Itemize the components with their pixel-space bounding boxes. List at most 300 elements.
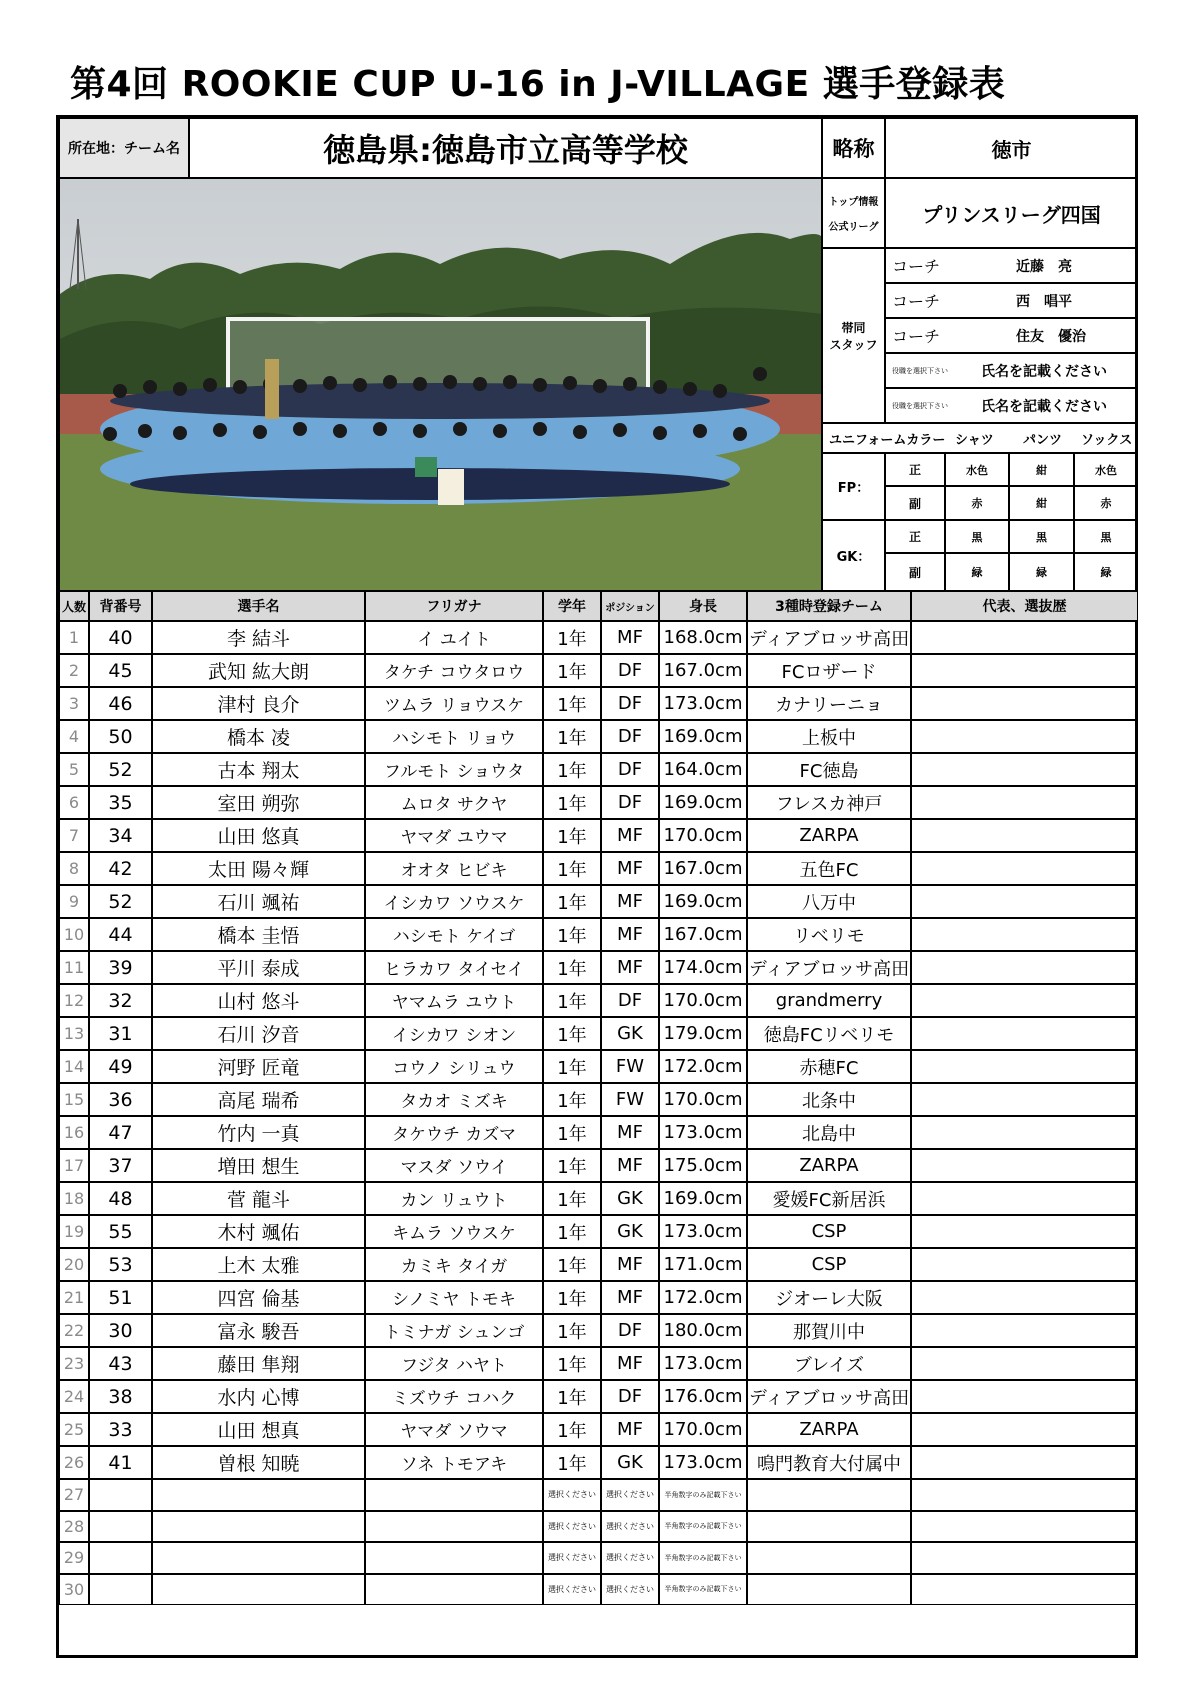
cell-position[interactable]: 選択ください bbox=[601, 1479, 659, 1511]
cell-height[interactable]: 167.0cm bbox=[659, 918, 747, 951]
cell-junior-team[interactable] bbox=[747, 1479, 911, 1511]
cell-selection-history[interactable] bbox=[911, 885, 1138, 918]
cell-player-name[interactable]: 木村 颯佑 bbox=[152, 1215, 365, 1248]
cell-grade[interactable]: 1年 bbox=[543, 1281, 601, 1314]
cell-height[interactable]: 173.0cm bbox=[659, 1215, 747, 1248]
cell-number[interactable]: 49 bbox=[89, 1050, 152, 1083]
cell-number[interactable] bbox=[89, 1511, 152, 1543]
cell-selection-history[interactable] bbox=[911, 1248, 1138, 1281]
cell-junior-team[interactable]: ZARPA bbox=[747, 1149, 911, 1182]
cell-junior-team[interactable]: CSP bbox=[747, 1248, 911, 1281]
uniform-color-cell[interactable]: 赤 bbox=[1074, 486, 1138, 520]
cell-selection-history[interactable] bbox=[911, 1017, 1138, 1050]
cell-junior-team[interactable]: 上板中 bbox=[747, 720, 911, 753]
cell-number[interactable]: 33 bbox=[89, 1413, 152, 1446]
cell-furigana[interactable]: ミズウチ コハク bbox=[365, 1380, 543, 1413]
cell-height[interactable]: 170.0cm bbox=[659, 1083, 747, 1116]
staff-name[interactable]: 西 唱平 bbox=[1016, 293, 1072, 310]
cell-player-name[interactable]: 菅 龍斗 bbox=[152, 1182, 365, 1215]
staff-row[interactable] bbox=[885, 353, 1138, 388]
cell-position[interactable]: GK bbox=[601, 1182, 659, 1215]
row-number: 22 bbox=[59, 1314, 89, 1347]
cell-height[interactable]: 半角数字のみ記載下さい bbox=[659, 1511, 747, 1543]
cell-selection-history[interactable] bbox=[911, 819, 1138, 852]
cell-grade[interactable]: 1年 bbox=[543, 1314, 601, 1347]
row-number: 16 bbox=[59, 1116, 89, 1149]
cell-selection-history[interactable] bbox=[911, 621, 1138, 654]
cell-number[interactable]: 32 bbox=[89, 984, 152, 1017]
cell-furigana[interactable]: ソネ トモアキ bbox=[365, 1446, 543, 1479]
cell-furigana[interactable]: フルモト ショウタ bbox=[365, 753, 543, 786]
uniform-color-cell[interactable]: 紺 bbox=[1009, 453, 1074, 486]
cell-furigana[interactable]: マスダ ソウイ bbox=[365, 1149, 543, 1182]
cell-grade[interactable]: 1年 bbox=[543, 654, 601, 687]
cell-junior-team[interactable]: 赤穂FC bbox=[747, 1050, 911, 1083]
cell-height[interactable]: 167.0cm bbox=[659, 852, 747, 885]
uniform-color-cell[interactable]: 水色 bbox=[1074, 453, 1138, 486]
cell-grade[interactable]: 1年 bbox=[543, 786, 601, 819]
cell-player-name[interactable]: 李 結斗 bbox=[152, 621, 365, 654]
cell-selection-history[interactable] bbox=[911, 687, 1138, 720]
cell-height[interactable]: 170.0cm bbox=[659, 1413, 747, 1446]
cell-player-name[interactable]: 藤田 隼翔 bbox=[152, 1347, 365, 1380]
cell-height[interactable]: 172.0cm bbox=[659, 1050, 747, 1083]
cell-height[interactable]: 173.0cm bbox=[659, 1347, 747, 1380]
cell-number[interactable]: 34 bbox=[89, 819, 152, 852]
cell-player-name[interactable]: 水内 心博 bbox=[152, 1380, 365, 1413]
cell-selection-history[interactable] bbox=[911, 654, 1138, 687]
uniform-color-cell[interactable]: 紺 bbox=[1009, 486, 1074, 520]
cell-position[interactable]: GK bbox=[601, 1017, 659, 1050]
cell-number[interactable]: 53 bbox=[89, 1248, 152, 1281]
cell-selection-history[interactable] bbox=[911, 720, 1138, 753]
cell-player-name[interactable]: 太田 陽々輝 bbox=[152, 852, 365, 885]
cell-position[interactable]: 選択ください bbox=[601, 1542, 659, 1574]
cell-player-name[interactable]: 河野 匠竜 bbox=[152, 1050, 365, 1083]
cell-position[interactable]: MF bbox=[601, 885, 659, 918]
cell-furigana[interactable]: ツムラ リョウスケ bbox=[365, 687, 543, 720]
cell-junior-team[interactable]: ブレイズ bbox=[747, 1347, 911, 1380]
cell-player-name[interactable]: 津村 良介 bbox=[152, 687, 365, 720]
cell-position[interactable]: MF bbox=[601, 621, 659, 654]
cell-grade[interactable]: 1年 bbox=[543, 1380, 601, 1413]
cell-grade[interactable]: 1年 bbox=[543, 1083, 601, 1116]
cell-position[interactable]: DF bbox=[601, 654, 659, 687]
top-info-label-top: トップ情報 bbox=[828, 197, 879, 208]
cell-number[interactable]: 41 bbox=[89, 1446, 152, 1479]
cell-selection-history[interactable] bbox=[911, 1281, 1138, 1314]
header-junior-team: 3種時登録チーム bbox=[747, 591, 911, 621]
row-number: 19 bbox=[59, 1215, 89, 1248]
cell-junior-team[interactable]: 八万中 bbox=[747, 885, 911, 918]
cell-junior-team[interactable]: ディアブロッサ高田 bbox=[747, 951, 911, 984]
header-furigana: フリガナ bbox=[365, 591, 543, 621]
cell-position[interactable]: DF bbox=[601, 720, 659, 753]
cell-player-name[interactable]: 橋本 凌 bbox=[152, 720, 365, 753]
uniform-color-cell[interactable]: 黒 bbox=[945, 520, 1009, 553]
cell-furigana[interactable]: フジタ ハヤト bbox=[365, 1347, 543, 1380]
cell-furigana[interactable]: タケウチ カズマ bbox=[365, 1116, 543, 1149]
cell-height[interactable]: 172.0cm bbox=[659, 1281, 747, 1314]
cell-player-name[interactable]: 山田 想真 bbox=[152, 1413, 365, 1446]
cell-selection-history[interactable] bbox=[911, 1446, 1138, 1479]
cell-number[interactable]: 36 bbox=[89, 1083, 152, 1116]
cell-position[interactable]: DF bbox=[601, 786, 659, 819]
staff-role[interactable]: コーチ bbox=[892, 257, 941, 276]
cell-player-name[interactable]: 石川 汐音 bbox=[152, 1017, 365, 1050]
staff-role[interactable]: コーチ bbox=[892, 327, 941, 346]
cell-number[interactable]: 50 bbox=[89, 720, 152, 753]
cell-number[interactable] bbox=[89, 1479, 152, 1511]
uniform-color-cell[interactable]: 黒 bbox=[1009, 520, 1074, 553]
cell-grade[interactable]: 1年 bbox=[543, 753, 601, 786]
cell-player-name[interactable]: 山田 悠真 bbox=[152, 819, 365, 852]
cell-number[interactable]: 37 bbox=[89, 1149, 152, 1182]
uniform-color-cell[interactable]: 緑 bbox=[1074, 553, 1138, 591]
cell-junior-team[interactable]: ディアブロッサ高田 bbox=[747, 621, 911, 654]
cell-position[interactable]: MF bbox=[601, 1413, 659, 1446]
staff-role[interactable]: コーチ bbox=[892, 292, 941, 311]
team-photo-image bbox=[60, 179, 822, 591]
header-player-name: 選手名 bbox=[152, 591, 365, 621]
cell-selection-history[interactable] bbox=[911, 1149, 1138, 1182]
cell-player-name[interactable]: 山村 悠斗 bbox=[152, 984, 365, 1017]
cell-selection-history[interactable] bbox=[911, 1314, 1138, 1347]
cell-position[interactable]: MF bbox=[601, 1248, 659, 1281]
cell-height[interactable]: 173.0cm bbox=[659, 1446, 747, 1479]
cell-height[interactable]: 169.0cm bbox=[659, 720, 747, 753]
cell-number[interactable]: 51 bbox=[89, 1281, 152, 1314]
cell-furigana[interactable]: ヤマムラ ユウト bbox=[365, 984, 543, 1017]
row-number: 9 bbox=[59, 885, 89, 918]
cell-furigana[interactable]: ヤマダ ソウマ bbox=[365, 1413, 543, 1446]
cell-furigana[interactable] bbox=[365, 1511, 543, 1543]
cell-grade[interactable]: 1年 bbox=[543, 1446, 601, 1479]
abbr-value: 徳市 bbox=[885, 118, 1138, 178]
cell-player-name[interactable] bbox=[152, 1479, 365, 1511]
cell-number[interactable]: 48 bbox=[89, 1182, 152, 1215]
cell-number[interactable] bbox=[89, 1574, 152, 1606]
cell-selection-history[interactable] bbox=[911, 786, 1138, 819]
row-number: 21 bbox=[59, 1281, 89, 1314]
cell-height[interactable]: 171.0cm bbox=[659, 1248, 747, 1281]
cell-position[interactable]: MF bbox=[601, 951, 659, 984]
cell-position[interactable]: MF bbox=[601, 1149, 659, 1182]
cell-grade[interactable]: 1年 bbox=[543, 1347, 601, 1380]
cell-position[interactable]: DF bbox=[601, 753, 659, 786]
cell-furigana[interactable]: キムラ ソウスケ bbox=[365, 1215, 543, 1248]
cell-furigana[interactable]: ムロタ サクヤ bbox=[365, 786, 543, 819]
row-number: 18 bbox=[59, 1182, 89, 1215]
staff-row[interactable] bbox=[885, 248, 1138, 283]
cell-grade[interactable]: 1年 bbox=[543, 1017, 601, 1050]
staff-name[interactable]: 氏名を記載ください bbox=[981, 363, 1107, 380]
cell-junior-team[interactable]: grandmerry bbox=[747, 984, 911, 1017]
cell-grade[interactable]: 選択ください bbox=[543, 1511, 601, 1543]
cell-player-name[interactable]: 曽根 知暁 bbox=[152, 1446, 365, 1479]
cell-junior-team[interactable]: ジオーレ大阪 bbox=[747, 1281, 911, 1314]
cell-furigana[interactable] bbox=[365, 1542, 543, 1574]
cell-junior-team[interactable] bbox=[747, 1511, 911, 1543]
cell-junior-team[interactable]: 鳴門教育大付属中 bbox=[747, 1446, 911, 1479]
cell-position[interactable]: MF bbox=[601, 819, 659, 852]
cell-height[interactable]: 179.0cm bbox=[659, 1017, 747, 1050]
cell-position[interactable]: MF bbox=[601, 1281, 659, 1314]
cell-position[interactable]: GK bbox=[601, 1446, 659, 1479]
cell-grade[interactable]: 選択ください bbox=[543, 1479, 601, 1511]
cell-player-name[interactable] bbox=[152, 1511, 365, 1543]
cell-number[interactable]: 52 bbox=[89, 885, 152, 918]
cell-grade[interactable]: 1年 bbox=[543, 687, 601, 720]
cell-selection-history[interactable] bbox=[911, 1182, 1138, 1215]
staff-name[interactable]: 住友 優治 bbox=[1016, 328, 1086, 345]
cell-height[interactable]: 168.0cm bbox=[659, 621, 747, 654]
cell-grade[interactable]: 1年 bbox=[543, 1413, 601, 1446]
cell-furigana[interactable]: オオタ ヒビキ bbox=[365, 852, 543, 885]
cell-height[interactable]: 半角数字のみ記載下さい bbox=[659, 1542, 747, 1574]
cell-junior-team[interactable]: 愛媛FC新居浜 bbox=[747, 1182, 911, 1215]
cell-grade[interactable]: 選択ください bbox=[543, 1574, 601, 1606]
uniform-col-socks: ソックス bbox=[1081, 432, 1133, 448]
cell-junior-team[interactable]: ZARPA bbox=[747, 819, 911, 852]
cell-position[interactable]: FW bbox=[601, 1050, 659, 1083]
cell-position[interactable]: MF bbox=[601, 852, 659, 885]
cell-grade[interactable]: 1年 bbox=[543, 1149, 601, 1182]
cell-furigana[interactable] bbox=[365, 1479, 543, 1511]
cell-grade[interactable]: 1年 bbox=[543, 951, 601, 984]
cell-selection-history[interactable] bbox=[911, 918, 1138, 951]
cell-player-name[interactable] bbox=[152, 1542, 365, 1574]
cell-grade[interactable]: 1年 bbox=[543, 918, 601, 951]
cell-position[interactable]: DF bbox=[601, 984, 659, 1017]
cell-furigana[interactable]: ハシモト リョウ bbox=[365, 720, 543, 753]
header-position: ポジション bbox=[601, 591, 659, 621]
cell-furigana[interactable]: コウノ シリュウ bbox=[365, 1050, 543, 1083]
cell-grade[interactable]: 1年 bbox=[543, 720, 601, 753]
gk-primary-label: 正 bbox=[885, 520, 945, 553]
cell-height[interactable]: 174.0cm bbox=[659, 951, 747, 984]
uniform-color-cell[interactable]: 水色 bbox=[945, 453, 1009, 486]
staff-row[interactable] bbox=[885, 318, 1138, 353]
cell-grade[interactable]: 1年 bbox=[543, 1248, 601, 1281]
cell-number[interactable]: 43 bbox=[89, 1347, 152, 1380]
cell-height[interactable]: 170.0cm bbox=[659, 984, 747, 1017]
cell-junior-team[interactable] bbox=[747, 1574, 911, 1606]
cell-selection-history[interactable] bbox=[911, 1479, 1138, 1511]
cell-number[interactable]: 44 bbox=[89, 918, 152, 951]
row-number: 11 bbox=[59, 951, 89, 984]
cell-player-name[interactable]: 平川 泰成 bbox=[152, 951, 365, 984]
cell-selection-history[interactable] bbox=[911, 852, 1138, 885]
cell-player-name[interactable]: 増田 想生 bbox=[152, 1149, 365, 1182]
cell-player-name[interactable]: 竹内 一真 bbox=[152, 1116, 365, 1149]
uniform-color-cell[interactable]: 黒 bbox=[1074, 520, 1138, 553]
cell-selection-history[interactable] bbox=[911, 1116, 1138, 1149]
cell-selection-history[interactable] bbox=[911, 1347, 1138, 1380]
cell-junior-team[interactable]: 徳島FCリベリモ bbox=[747, 1017, 911, 1050]
cell-position[interactable]: FW bbox=[601, 1083, 659, 1116]
cell-junior-team[interactable]: FC徳島 bbox=[747, 753, 911, 786]
cell-furigana[interactable]: タケチ コウタロウ bbox=[365, 654, 543, 687]
abbr-label: 略称 bbox=[822, 118, 885, 178]
cell-player-name[interactable]: 古本 翔太 bbox=[152, 753, 365, 786]
cell-junior-team[interactable]: CSP bbox=[747, 1215, 911, 1248]
row-number: 30 bbox=[59, 1574, 89, 1606]
cell-selection-history[interactable] bbox=[911, 1413, 1138, 1446]
staff-role[interactable]: 役職を選択下さい bbox=[892, 401, 948, 410]
cell-position[interactable]: DF bbox=[601, 1314, 659, 1347]
cell-height[interactable]: 180.0cm bbox=[659, 1314, 747, 1347]
cell-number[interactable]: 52 bbox=[89, 753, 152, 786]
staff-name[interactable]: 近藤 亮 bbox=[1016, 258, 1072, 275]
cell-number[interactable]: 47 bbox=[89, 1116, 152, 1149]
uniform-label: ユニフォームカラー bbox=[829, 432, 946, 448]
cell-selection-history[interactable] bbox=[911, 1083, 1138, 1116]
cell-player-name[interactable]: 武知 紘大朗 bbox=[152, 654, 365, 687]
cell-player-name[interactable]: 四宮 倫基 bbox=[152, 1281, 365, 1314]
staff-row[interactable] bbox=[885, 283, 1138, 318]
cell-player-name[interactable] bbox=[152, 1574, 365, 1606]
cell-grade[interactable]: 1年 bbox=[543, 1182, 601, 1215]
cell-position[interactable]: MF bbox=[601, 918, 659, 951]
cell-height[interactable]: 170.0cm bbox=[659, 819, 747, 852]
cell-grade[interactable]: 1年 bbox=[543, 1215, 601, 1248]
cell-furigana[interactable] bbox=[365, 1574, 543, 1606]
cell-grade[interactable]: 1年 bbox=[543, 819, 601, 852]
cell-furigana[interactable]: ハシモト ケイゴ bbox=[365, 918, 543, 951]
cell-furigana[interactable]: シノミヤ トモキ bbox=[365, 1281, 543, 1314]
cell-grade[interactable]: 1年 bbox=[543, 852, 601, 885]
cell-number[interactable]: 40 bbox=[89, 621, 152, 654]
cell-grade[interactable]: 1年 bbox=[543, 1050, 601, 1083]
cell-grade[interactable]: 選択ください bbox=[543, 1542, 601, 1574]
cell-junior-team[interactable]: 北島中 bbox=[747, 1116, 911, 1149]
cell-height[interactable]: 173.0cm bbox=[659, 687, 747, 720]
cell-selection-history[interactable] bbox=[911, 1574, 1138, 1606]
cell-grade[interactable]: 1年 bbox=[543, 1116, 601, 1149]
uniform-color-cell[interactable]: 赤 bbox=[945, 486, 1009, 520]
cell-selection-history[interactable] bbox=[911, 1542, 1138, 1574]
cell-number[interactable]: 35 bbox=[89, 786, 152, 819]
row-number: 29 bbox=[59, 1542, 89, 1574]
cell-furigana[interactable]: ヒラカワ タイセイ bbox=[365, 951, 543, 984]
uniform-color-cell[interactable]: 緑 bbox=[1009, 553, 1074, 591]
cell-position[interactable]: MF bbox=[601, 1347, 659, 1380]
cell-furigana[interactable]: タカオ ミズキ bbox=[365, 1083, 543, 1116]
cell-number[interactable]: 42 bbox=[89, 852, 152, 885]
cell-player-name[interactable]: 富永 駿吾 bbox=[152, 1314, 365, 1347]
cell-height[interactable]: 173.0cm bbox=[659, 1116, 747, 1149]
row-number: 27 bbox=[59, 1479, 89, 1511]
cell-position[interactable]: 選択ください bbox=[601, 1574, 659, 1606]
staff-role[interactable]: 役職を選択下さい bbox=[892, 366, 948, 375]
row-number: 2 bbox=[59, 654, 89, 687]
cell-number[interactable]: 39 bbox=[89, 951, 152, 984]
cell-number[interactable] bbox=[89, 1542, 152, 1574]
staff-label bbox=[822, 248, 885, 423]
top-info-label bbox=[822, 178, 885, 248]
cell-furigana[interactable]: イシカワ シオン bbox=[365, 1017, 543, 1050]
row-number: 28 bbox=[59, 1511, 89, 1543]
cell-grade[interactable]: 1年 bbox=[543, 621, 601, 654]
row-number: 3 bbox=[59, 687, 89, 720]
team-photo bbox=[59, 178, 822, 591]
cell-selection-history[interactable] bbox=[911, 1511, 1138, 1543]
row-number: 15 bbox=[59, 1083, 89, 1116]
cell-selection-history[interactable] bbox=[911, 1215, 1138, 1248]
cell-furigana[interactable]: イシカワ ソウスケ bbox=[365, 885, 543, 918]
cell-junior-team[interactable]: リベリモ bbox=[747, 918, 911, 951]
cell-height[interactable]: 167.0cm bbox=[659, 654, 747, 687]
cell-position[interactable]: MF bbox=[601, 1116, 659, 1149]
cell-player-name[interactable]: 高尾 瑞希 bbox=[152, 1083, 365, 1116]
cell-junior-team[interactable]: FCロザード bbox=[747, 654, 911, 687]
cell-height[interactable]: 半角数字のみ記載下さい bbox=[659, 1479, 747, 1511]
cell-position[interactable]: 選択ください bbox=[601, 1511, 659, 1543]
cell-selection-history[interactable] bbox=[911, 1050, 1138, 1083]
cell-position[interactable]: DF bbox=[601, 1380, 659, 1413]
cell-player-name[interactable]: 石川 颯祐 bbox=[152, 885, 365, 918]
cell-selection-history[interactable] bbox=[911, 753, 1138, 786]
cell-furigana[interactable]: カミキ タイガ bbox=[365, 1248, 543, 1281]
cell-number[interactable]: 45 bbox=[89, 654, 152, 687]
cell-selection-history[interactable] bbox=[911, 984, 1138, 1017]
cell-furigana[interactable]: カン リュウト bbox=[365, 1182, 543, 1215]
cell-grade[interactable]: 1年 bbox=[543, 885, 601, 918]
cell-height[interactable]: 176.0cm bbox=[659, 1380, 747, 1413]
cell-position[interactable]: GK bbox=[601, 1215, 659, 1248]
cell-junior-team[interactable]: 北条中 bbox=[747, 1083, 911, 1116]
cell-furigana[interactable]: トミナガ シュンゴ bbox=[365, 1314, 543, 1347]
cell-selection-history[interactable] bbox=[911, 951, 1138, 984]
staff-name[interactable]: 氏名を記載ください bbox=[981, 398, 1107, 415]
cell-junior-team[interactable]: 那賀川中 bbox=[747, 1314, 911, 1347]
cell-furigana[interactable]: イ ユイト bbox=[365, 621, 543, 654]
cell-junior-team[interactable]: カナリーニョ bbox=[747, 687, 911, 720]
cell-number[interactable]: 38 bbox=[89, 1380, 152, 1413]
cell-height[interactable]: 169.0cm bbox=[659, 1182, 747, 1215]
staff-row[interactable] bbox=[885, 388, 1138, 423]
cell-position[interactable]: DF bbox=[601, 687, 659, 720]
cell-junior-team[interactable]: フレスカ神戸 bbox=[747, 786, 911, 819]
uniform-col-pants: パンツ bbox=[1023, 432, 1063, 448]
cell-number[interactable]: 46 bbox=[89, 687, 152, 720]
uniform-header bbox=[822, 423, 1138, 453]
cell-junior-team[interactable]: ディアブロッサ高田 bbox=[747, 1380, 911, 1413]
cell-height[interactable]: 169.0cm bbox=[659, 786, 747, 819]
cell-junior-team[interactable] bbox=[747, 1542, 911, 1574]
cell-height[interactable]: 175.0cm bbox=[659, 1149, 747, 1182]
cell-selection-history[interactable] bbox=[911, 1380, 1138, 1413]
gk-secondary-label: 副 bbox=[885, 553, 945, 591]
uniform-color-cell[interactable]: 緑 bbox=[945, 553, 1009, 591]
cell-height[interactable]: 169.0cm bbox=[659, 885, 747, 918]
fp-secondary-label: 副 bbox=[885, 486, 945, 520]
cell-grade[interactable]: 1年 bbox=[543, 984, 601, 1017]
cell-player-name[interactable]: 上木 太雅 bbox=[152, 1248, 365, 1281]
cell-furigana[interactable]: ヤマダ ユウマ bbox=[365, 819, 543, 852]
cell-number[interactable]: 31 bbox=[89, 1017, 152, 1050]
cell-number[interactable]: 55 bbox=[89, 1215, 152, 1248]
cell-player-name[interactable]: 室田 朔弥 bbox=[152, 786, 365, 819]
cell-height[interactable]: 半角数字のみ記載下さい bbox=[659, 1574, 747, 1606]
cell-player-name[interactable]: 橋本 圭悟 bbox=[152, 918, 365, 951]
cell-junior-team[interactable]: 五色FC bbox=[747, 852, 911, 885]
cell-height[interactable]: 164.0cm bbox=[659, 753, 747, 786]
cell-junior-team[interactable]: ZARPA bbox=[747, 1413, 911, 1446]
cell-number[interactable]: 30 bbox=[89, 1314, 152, 1347]
row-number: 10 bbox=[59, 918, 89, 951]
